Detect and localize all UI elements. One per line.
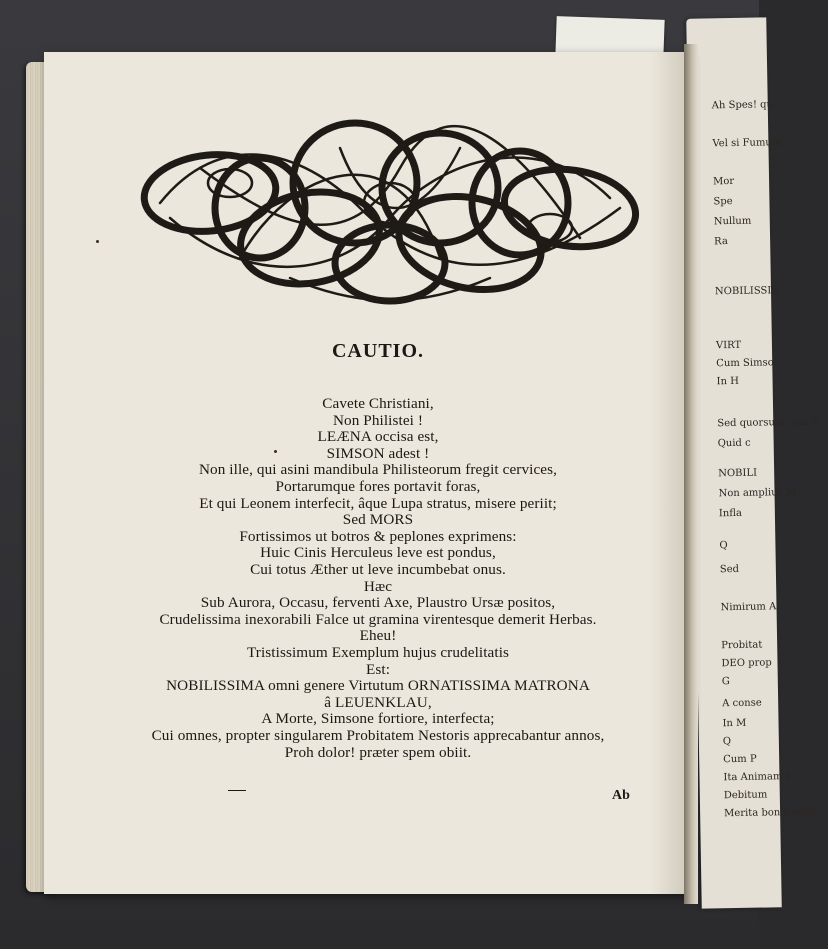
heading-cautio: CAUTIO. <box>331 340 424 362</box>
inscription-line: Portarumque fores portavit foras, <box>275 478 481 495</box>
facing-page-line: Ah Spes! qu <box>711 99 774 112</box>
facing-page-line: In M <box>722 717 747 730</box>
facing-page-line: Mor <box>712 175 735 188</box>
calligraphic-flourish-ornament <box>140 108 640 318</box>
facing-page-line: Debitum <box>723 789 768 802</box>
inscription-line: Eheu! <box>359 627 397 645</box>
facing-page-line: Sed <box>719 563 740 576</box>
facing-page-line: Probitat <box>721 639 763 652</box>
facing-page-line: G <box>721 676 730 688</box>
inscription-line: SIMSON adest ! <box>326 444 430 462</box>
facing-page-line: Nullum <box>713 215 752 228</box>
catchword: Ab <box>612 788 630 803</box>
inscription-line: Huic Cinis Herculeus leve est pondus, <box>260 544 496 562</box>
inscription-line: Et qui Leonem interfecit, âque Lupa stratus, misere periit; <box>199 494 557 512</box>
inscription-line: Tristissimum Exemplum hujus crudelitatis <box>246 644 510 661</box>
facing-page-line: Q <box>719 540 728 552</box>
closing-rule <box>228 790 246 791</box>
facing-page-line: Infla <box>718 507 743 520</box>
facing-page-line: Nimirum A <box>720 601 777 614</box>
inscription-line: Proh dolor! præter spem obiit. <box>284 743 472 761</box>
facing-page-line: A conse <box>722 697 762 710</box>
facing-page <box>686 17 820 908</box>
facing-page-line: Quid c <box>717 437 751 450</box>
facing-page-line: Spe <box>713 195 733 208</box>
facing-page-line: NOBILISSIN <box>714 285 781 298</box>
inscription-line: Cavete Christiani, <box>322 395 434 412</box>
inscription-line: Non Philistei ! <box>332 411 424 429</box>
facing-page-line: Cum Simso <box>716 357 774 370</box>
inscription-line: Crudelissima inexorabili Falce ut gramina virentesque demerit Herbas. <box>159 610 597 628</box>
facing-page-line: NOBILI <box>718 467 758 480</box>
facing-page-line: DEO prop <box>721 657 772 670</box>
inscription-line: Cui totus Æther ut leve incumbebat onus. <box>250 561 506 578</box>
inscription-text-block <box>60 396 696 796</box>
inscription-line: Cui omnes, propter singularem Probitatem Nestoris apprecabantur annos, <box>151 727 605 744</box>
inscription-line: Hæc <box>363 577 393 595</box>
facing-page-line: Q <box>722 736 732 748</box>
inscription-line: Sed MORS <box>342 511 414 529</box>
inscription-line: LEÆNA occisa est, <box>317 428 439 446</box>
facing-page-line: In H <box>716 375 739 388</box>
facing-page-line: Ita Animam D <box>723 771 794 784</box>
facing-page-line: Ra <box>714 236 728 248</box>
facing-page-line: VIRT <box>715 339 742 352</box>
inscription-line: Fortissimos ut botros & peplones exprimens: <box>239 527 517 545</box>
facing-page-line: Merita bonis exist <box>724 806 816 820</box>
facing-page-line: Vel si Fumum <box>712 137 782 150</box>
inscription-line: â LEUENKLAU, <box>324 693 432 711</box>
inscription-line: Est: <box>365 660 391 678</box>
facing-page-line: Sed quorsum cum E <box>717 416 820 430</box>
facing-page-line: Non amplius M <box>718 486 797 500</box>
inscription-line: A Morte, Simsone fortiore, interfecta; <box>261 710 495 728</box>
inscription-line: Sub Aurora, Occasu, ferventi Axe, Plaustro Ursæ positos, <box>200 594 556 612</box>
inscription-line: NOBILISSIMA omni genere Virtutum ORNATISSIMA MATRONA <box>166 677 590 695</box>
ink-speck <box>96 240 99 243</box>
facing-page-line: Cum P <box>723 753 757 766</box>
inscription-line: Non ille, qui asini mandibula Philisteorum fregit cervices, <box>198 461 558 479</box>
